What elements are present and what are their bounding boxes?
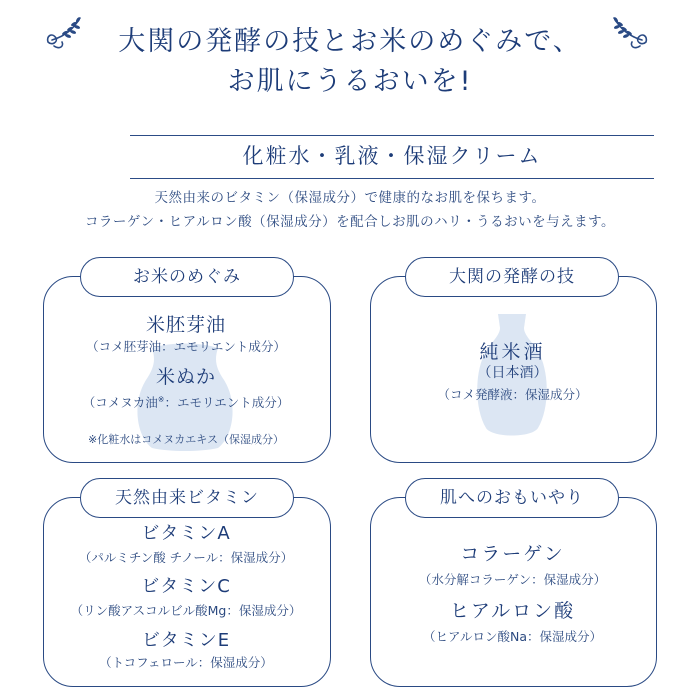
hyaluron-desc: （ヒアルロン酸Na：保湿成分） [422,629,602,644]
divider-top [130,135,654,136]
headline-line-2: お肌にうるおいを! [227,66,473,97]
collagen-name: コラーゲン [460,543,565,565]
hyaluron-name: ヒアルロン酸 [449,600,576,622]
ferment-item-desc: （コメ発酵液：保湿成分） [437,387,588,402]
rice-item2-desc-end: ：エモリエント成分） [164,395,290,411]
card-rice-title: お米のめぐみ [80,257,294,297]
collagen-desc: （水分解コラーゲン：保湿成分） [418,572,607,587]
divider-bottom [130,178,654,179]
card-vitamin-title: 天然由来ビタミン [80,478,294,518]
description-line-2: コラーゲン・ヒアルロン酸（保湿成分）を配合しお肌のハリ・うるおいを与えます。 [84,214,616,230]
rice-item1-desc: （コメ胚芽油：エモリエント成分） [86,339,286,354]
vitamin-e-desc: （トコフェロール：保湿成分） [99,655,273,670]
vitamin-c-name: ビタミンC [141,576,231,597]
headline-line-1: 大関の発酵の技とお米のめぐみで、 [118,26,582,57]
rice-item2-desc [43,396,329,410]
product-subtitle: 化粧水・乳液・保湿クリーム [242,144,542,168]
vitamin-c-desc: （リン酸アスコルビル酸Mg：保湿成分） [70,603,302,618]
ferment-item-sub: （日本酒） [477,365,548,381]
card-skin [370,497,657,687]
rice-item2-mark: ※ [157,395,165,404]
rice-item2-desc-start: （コメヌカ油 [82,395,158,411]
rice-item2-name: 米ぬか [155,366,216,388]
description-line-1: 天然由来のビタミン（保湿成分）で健康的なお肌を保ちます。 [154,190,546,206]
card-skin-title: 肌へのおもいやり [405,478,619,518]
rice-note: ※化粧水はコメヌカエキス（保湿成分） [88,433,284,446]
ferment-item-name: 純米酒 [479,341,546,363]
vitamin-a-desc: （パルミチン酸 チノール：保湿成分） [78,550,294,565]
vitamin-a-name: ビタミンA [141,523,231,544]
card-ferment-title: 大関の発酵の技 [405,257,619,297]
vitamin-e-name: ビタミンE [141,630,231,651]
rice-item1-name: 米胚芽油 [145,314,226,336]
